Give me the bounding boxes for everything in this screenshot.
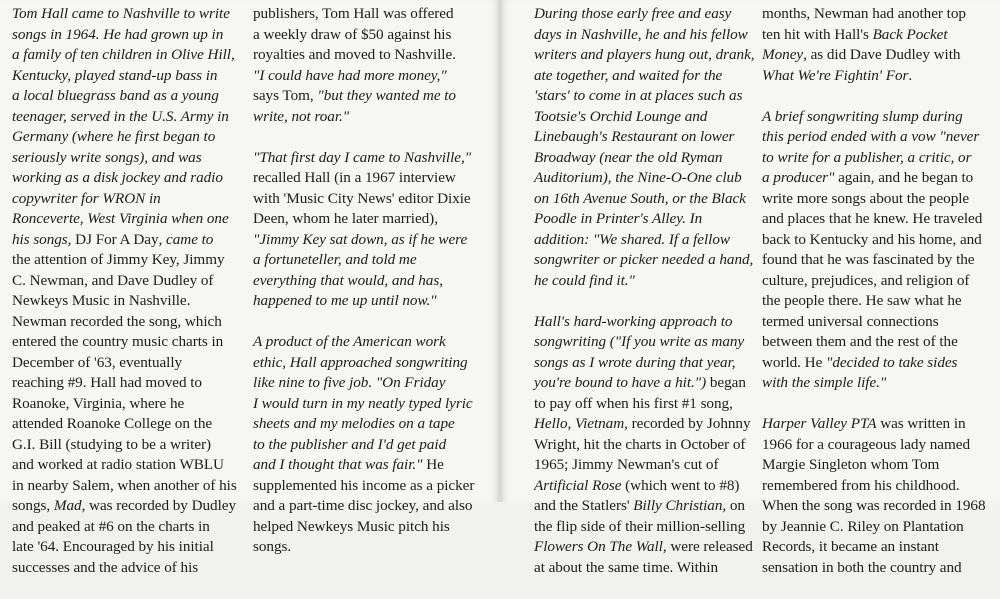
text-run: supplemented his income as a picker xyxy=(253,476,475,494)
text-run: teenager, served in the U.S. Army in xyxy=(12,107,229,125)
text-run: "On Friday xyxy=(375,374,446,391)
text-run: with the simple life." xyxy=(762,374,887,391)
text-run: recalled Hall (in a 1967 interview xyxy=(253,169,456,186)
text-run: He xyxy=(422,456,444,473)
text-run: entered the country music charts in xyxy=(12,333,224,350)
text-line xyxy=(253,168,475,189)
text-run: a weekly draw of $50 against his xyxy=(253,25,452,43)
text-line xyxy=(762,496,984,517)
text-run: What We're Fightin' For xyxy=(762,66,909,84)
text-line xyxy=(253,209,475,230)
text-line xyxy=(762,558,984,579)
text-line xyxy=(762,537,984,558)
text-run: to write for a publisher, a critic, or xyxy=(762,148,972,166)
text-line xyxy=(534,455,756,476)
text-run: Germany (where he first began to xyxy=(12,128,216,145)
text-run: December of '63, eventually xyxy=(12,353,183,371)
text-run: write, not roar." xyxy=(253,107,350,125)
text-line xyxy=(253,455,475,476)
text-run: Auditorium), the Nine-O-One club xyxy=(534,169,742,186)
text-run: (which went to #8) xyxy=(621,476,740,494)
text-line xyxy=(12,537,234,558)
text-run: songwriting ("If you write as many xyxy=(534,333,745,350)
right-page-column-2 xyxy=(762,4,984,599)
text-line xyxy=(762,435,984,456)
text-run: , recorded by Johnny xyxy=(624,415,751,432)
text-line xyxy=(253,45,475,66)
paragraph xyxy=(534,4,756,291)
text-line xyxy=(534,107,756,128)
text-line xyxy=(253,66,475,87)
text-line xyxy=(253,107,475,128)
text-run: Hall's hard-working approach to xyxy=(534,312,733,330)
text-run: A brief songwriting slump during xyxy=(762,107,963,125)
text-line xyxy=(253,189,475,210)
text-run: the attention of Jimmy Key, Jimmy xyxy=(12,251,225,268)
text-line xyxy=(12,107,234,128)
text-line xyxy=(12,66,234,87)
text-run: you're bound to have a hit.") xyxy=(534,374,707,391)
text-run: working as a disk jockey and radio xyxy=(12,169,223,186)
text-run: Newman recorded the song, which xyxy=(12,312,222,330)
text-line xyxy=(762,45,984,66)
text-line xyxy=(12,476,237,497)
text-run: G.I. Bill (studying to be a writer) xyxy=(12,435,212,453)
text-run: , came to xyxy=(158,230,214,248)
text-line xyxy=(12,558,234,579)
text-line xyxy=(253,517,475,538)
right-page xyxy=(502,0,1000,576)
text-line xyxy=(12,394,234,415)
text-run: his songs, xyxy=(12,230,76,248)
text-run: copywriter for WRON in xyxy=(12,189,161,207)
text-run: Records, it became an instant xyxy=(762,538,939,555)
text-run: , were released xyxy=(662,538,753,555)
text-run: Ronceverte, West Virginia when one xyxy=(12,210,229,227)
text-run: When the song was recorded in 1968 xyxy=(762,497,986,514)
text-run: and places that he knew. He traveled xyxy=(762,210,983,227)
text-run: write more songs about the people xyxy=(762,189,970,207)
text-line xyxy=(534,168,756,189)
text-run: on 16th Avenue South, or the Black xyxy=(534,189,746,207)
text-run: days in Nashville, he and his fellow xyxy=(534,25,748,43)
text-line xyxy=(534,189,756,210)
text-line xyxy=(762,230,984,251)
text-line xyxy=(12,209,234,230)
text-run: Tootsie's Orchid Lounge and xyxy=(534,107,708,125)
text-run: back to Kentucky and his home, and xyxy=(762,230,982,248)
text-line xyxy=(762,66,984,87)
text-line xyxy=(762,414,984,435)
text-run: Hello, Vietnam xyxy=(534,415,625,432)
text-run: songs, xyxy=(12,497,54,514)
text-run: Linebaugh's Restaurant on lower xyxy=(534,128,735,145)
paragraph xyxy=(253,4,475,127)
text-line xyxy=(253,496,475,517)
text-line xyxy=(534,435,756,456)
text-run: the people there. He saw what he xyxy=(762,292,962,309)
text-line xyxy=(253,148,475,169)
text-line xyxy=(12,230,234,251)
text-run: like nine to five job. xyxy=(253,374,376,391)
text-run: months, Newman had another top xyxy=(762,5,966,22)
text-line xyxy=(534,45,756,66)
text-line xyxy=(12,517,234,538)
text-line xyxy=(12,189,234,210)
paragraph xyxy=(253,148,475,312)
text-run: songs in 1964. He had grown up in xyxy=(12,25,224,43)
text-line xyxy=(12,45,234,66)
text-run: between them and the rest of the xyxy=(762,333,958,350)
left-page-column-1 xyxy=(12,4,237,599)
text-line xyxy=(534,414,756,435)
text-line xyxy=(12,86,234,107)
text-line xyxy=(534,25,756,46)
text-run: songs as I wrote during that year, xyxy=(534,353,736,371)
paragraph xyxy=(253,332,475,558)
text-run: this period ended with a vow xyxy=(762,128,940,145)
text-line xyxy=(12,168,234,189)
text-run: a producer" xyxy=(762,169,835,186)
text-line xyxy=(534,86,756,107)
text-run: ethic, Hall approached songwriting xyxy=(253,353,468,371)
text-line xyxy=(253,332,475,353)
text-run: Newkeys Music in Nashville. xyxy=(12,292,191,309)
text-run: I would turn in my neatly typed lyric xyxy=(253,394,473,412)
text-line xyxy=(12,373,234,394)
text-run: began xyxy=(706,374,746,391)
text-line xyxy=(762,271,984,292)
text-run: and the Statlers' xyxy=(534,497,634,514)
text-line xyxy=(253,414,475,435)
text-line xyxy=(253,353,475,374)
text-run: "Jimmy Key sat down, as if he were xyxy=(253,230,468,248)
text-line xyxy=(12,291,234,312)
text-line xyxy=(534,353,756,374)
text-line xyxy=(762,332,984,353)
text-line xyxy=(12,148,234,169)
text-line xyxy=(12,250,234,271)
text-run: "never xyxy=(939,128,980,145)
text-line xyxy=(534,394,756,415)
text-run: Money xyxy=(762,46,804,63)
text-run: , was recorded by Dudley xyxy=(81,497,236,514)
text-line xyxy=(762,250,984,271)
text-line xyxy=(253,476,475,497)
text-line xyxy=(762,189,984,210)
text-line xyxy=(534,476,756,497)
text-run: 1965; Jimmy Newman's cut of xyxy=(534,456,719,473)
text-run: Margie Singleton whom Tom xyxy=(762,456,940,473)
paragraph xyxy=(762,414,984,578)
text-run: and peaked at #6 on the charts in xyxy=(12,517,210,535)
text-run: the flip side of their million-selling xyxy=(534,517,746,535)
text-line xyxy=(534,558,756,579)
text-run: a family of ten children in Olive Hill, xyxy=(12,46,235,63)
text-run: a fortuneteller, and told me xyxy=(253,251,417,268)
text-line xyxy=(534,496,756,517)
text-run: "but they wanted me to xyxy=(317,87,456,104)
text-run: culture, prejudices, and religion of xyxy=(762,271,970,289)
text-run: Broadway (near the old Ryman xyxy=(534,148,723,166)
text-line xyxy=(534,537,756,558)
text-run: sensation in both the country and xyxy=(762,558,962,576)
text-line xyxy=(253,271,475,292)
paragraph xyxy=(534,312,756,579)
text-run: addition: "We shared. If a fellow xyxy=(534,230,730,248)
text-line xyxy=(762,148,984,169)
text-line xyxy=(762,4,984,25)
text-run: Mad xyxy=(53,497,82,514)
text-line xyxy=(253,435,475,456)
text-run: he could find it." xyxy=(534,271,635,289)
text-run: Flowers On The Wall xyxy=(534,538,663,555)
text-line xyxy=(534,4,756,25)
left-page-column-2 xyxy=(253,4,475,578)
text-line xyxy=(12,435,234,456)
text-run: Billy Christian xyxy=(633,497,723,514)
text-run: reaching #9. Hall had moved to xyxy=(12,374,202,391)
text-line xyxy=(534,332,756,353)
text-run: happened to me up until now." xyxy=(253,292,437,309)
text-line xyxy=(762,209,984,230)
text-run: to pay off when his first #1 song, xyxy=(534,394,733,412)
text-run: again, and he began to xyxy=(834,169,974,186)
text-run: Deen, whom he later married), xyxy=(253,210,438,227)
text-run: C. Newman, and Dave Dudley of xyxy=(12,271,214,289)
text-run: , on xyxy=(722,497,745,514)
text-line xyxy=(534,312,756,333)
text-line xyxy=(762,168,984,189)
text-run: at about the same time. Within xyxy=(534,558,719,576)
text-run: in nearby Salem, when another of his xyxy=(12,476,237,494)
text-line xyxy=(762,107,984,128)
text-run: Roanoke, Virginia, where he xyxy=(12,394,185,412)
text-line xyxy=(762,455,984,476)
text-run: Back Pocket xyxy=(872,25,948,43)
text-run: found that he was fascinated by the xyxy=(762,251,975,268)
text-line xyxy=(762,312,984,333)
text-run: ten hit with Hall's xyxy=(762,25,873,43)
text-line xyxy=(534,127,756,148)
text-line xyxy=(253,4,475,25)
text-run: and I thought that was fair." xyxy=(253,456,423,473)
text-line xyxy=(12,4,234,25)
text-run: writers and players hung out, drank, xyxy=(534,46,755,63)
text-run: "decided to take sides xyxy=(826,353,958,371)
text-line xyxy=(253,25,475,46)
text-run: everything that would, and has, xyxy=(253,271,443,289)
text-line xyxy=(12,414,234,435)
text-line xyxy=(253,86,475,107)
text-line xyxy=(534,230,756,251)
text-line xyxy=(762,25,984,46)
text-line xyxy=(12,271,234,292)
text-line xyxy=(253,230,475,251)
text-line xyxy=(762,517,984,538)
text-line xyxy=(762,291,984,312)
text-line xyxy=(534,517,756,538)
paragraph xyxy=(12,4,237,578)
text-run: DJ For A Day xyxy=(75,230,159,248)
text-run: and worked at radio station WBLU xyxy=(12,456,224,473)
text-line xyxy=(253,373,475,394)
text-run: royalties and moved to Nashville. xyxy=(253,46,456,63)
text-line xyxy=(12,312,234,333)
paragraph xyxy=(762,107,984,394)
text-line xyxy=(12,25,234,46)
right-page-column-1 xyxy=(534,4,756,599)
text-run: Artificial Rose xyxy=(534,476,622,494)
text-run: ate together, and waited for the xyxy=(534,66,723,84)
text-run: was written in xyxy=(876,415,966,432)
text-run: successes and the advice of his xyxy=(12,558,199,576)
text-run: world. He xyxy=(762,353,827,371)
text-run: . xyxy=(908,66,913,84)
text-run: 1966 for a courageous lady named xyxy=(762,435,970,453)
text-run: sheets and my melodies on a tape xyxy=(253,415,455,432)
text-line xyxy=(253,537,475,558)
text-run: Tom Hall came to Nashville to write xyxy=(12,5,230,22)
text-run: Poodle in Printer's Alley. In xyxy=(534,210,703,227)
text-run: "I could have had more money," xyxy=(253,66,447,84)
text-run: to the publisher and I'd get paid xyxy=(253,435,447,453)
paragraph xyxy=(762,4,984,86)
text-run: songs. xyxy=(253,538,292,555)
text-run: a local bluegrass band as a young xyxy=(12,87,219,104)
text-run: During those early free and easy xyxy=(534,5,732,22)
text-line xyxy=(762,373,984,394)
text-run: seriously write songs), and was xyxy=(12,148,202,166)
text-run: songwriter or picker needed a hand, xyxy=(534,251,754,268)
text-line xyxy=(534,250,756,271)
text-line xyxy=(253,394,475,415)
text-run: Harper Valley PTA xyxy=(762,415,877,432)
text-run: remembered from his childhood. xyxy=(762,476,960,494)
text-line xyxy=(12,353,234,374)
text-run: helped Newkeys Music pitch his xyxy=(253,517,450,535)
text-run: "That first day I came to Nashville," xyxy=(253,148,472,166)
text-run: Kentucky, played stand-up bass in xyxy=(12,66,218,84)
text-run: publishers, Tom Hall was offered xyxy=(253,5,454,22)
text-line xyxy=(12,332,234,353)
text-line xyxy=(253,250,475,271)
text-line xyxy=(12,455,234,476)
text-line xyxy=(253,291,475,312)
text-run: 'stars' to come in at places such as xyxy=(534,87,743,104)
text-line xyxy=(534,66,756,87)
text-run: late '64. Encouraged by his initial xyxy=(12,538,214,555)
text-line xyxy=(762,127,984,148)
text-run: termed universal connections xyxy=(762,312,939,330)
text-run: and a part-time disc jockey, and also xyxy=(253,497,473,514)
text-line xyxy=(534,209,756,230)
text-run: , as did Dave Dudley with xyxy=(803,46,961,63)
text-line xyxy=(12,496,234,517)
text-run: A product of the American work xyxy=(253,333,446,350)
text-line xyxy=(534,148,756,169)
text-run: by Jeannie C. Riley on Plantation xyxy=(762,517,964,535)
text-line xyxy=(534,373,756,394)
text-line xyxy=(762,353,984,374)
text-line xyxy=(534,271,756,292)
text-line xyxy=(762,476,984,497)
text-line xyxy=(12,127,234,148)
left-page xyxy=(0,0,498,576)
text-run: attended Roanoke College on the xyxy=(12,415,213,432)
text-run: Wright, hit the charts in October of xyxy=(534,435,746,453)
text-run: says Tom, xyxy=(253,87,318,104)
text-run: with 'Music City News' editor Dixie xyxy=(253,189,471,207)
